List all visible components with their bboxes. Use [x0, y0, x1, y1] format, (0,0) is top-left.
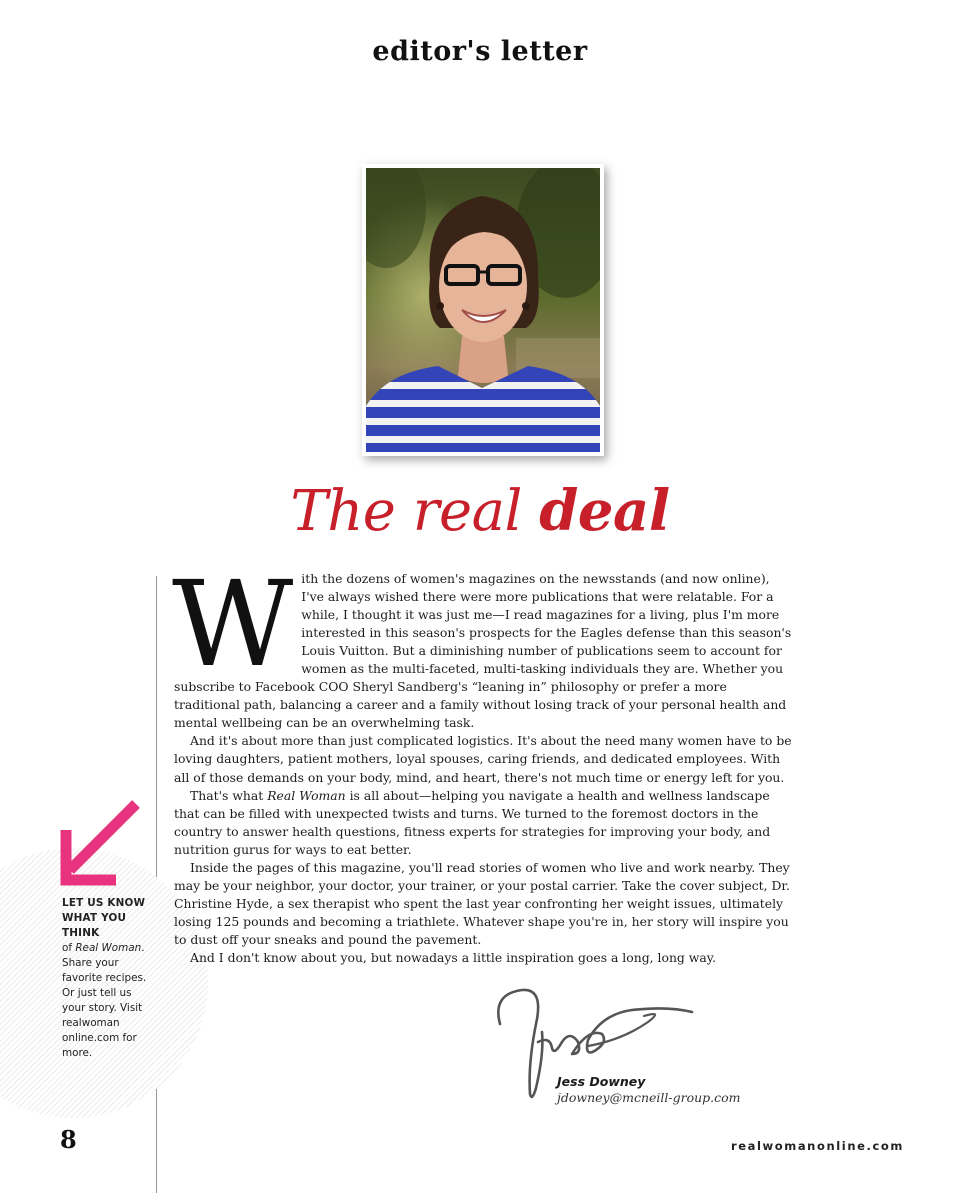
page-number: 8	[60, 1125, 77, 1154]
headline	[0, 478, 960, 544]
editor-photo-frame	[362, 164, 604, 456]
sidebar-text-italic: Real Woman	[75, 942, 142, 954]
headline-part1: The real	[290, 479, 540, 544]
drop-cap: W	[172, 555, 294, 693]
article-paragraph-4: Inside the pages of this magazine, you'll read stories of women who live and work nearby. They may be your neighbor, your doctor, your trainer, or your postal carrier. Take the cover subject, Dr. Christine Hyde, a sex therapist who spent the last year confronting her weight issues, ultimately losing 125 pounds and becoming a triathlete. Whatever shape you're in, her story will inspire you to dust off your sneaks and pound the pavement.	[174, 859, 790, 947]
signer-name: Jess Downey	[557, 1074, 646, 1089]
section-title: editor's letter	[372, 36, 588, 67]
arrow-down-left-icon	[58, 800, 142, 890]
article-paragraph-3-italic: Real Woman	[267, 787, 346, 803]
sidebar-text-before: of	[62, 942, 76, 954]
article-paragraph-1-text: ith the dozens of women's magazines on the newsstands (and now online), I've always wished there were more publications that were relatable. For a while, I thought it was just me—I read magazines for a living, plus I'm more interested in this season's prospects for the Eagles defense than this season's Louis Vuitton. But a diminishing number of publications seem to account for women as the multi-faceted, multi-tasking individuals they are. Whether you subscribe to Facebook COO Sheryl Sandberg's “leaning in” philosophy or prefer a more traditional path, balancing a career and a family without losing track of your personal health and mental wellbeing can be an overwhelming task.	[174, 571, 792, 731]
article-paragraph-5: And I don't know about you, but nowadays a little inspiration goes a long, long way.	[190, 949, 717, 965]
article-paragraph-3	[174, 787, 792, 859]
article-paragraph-3-a: That's what	[190, 787, 268, 803]
article-paragraph-1	[172, 555, 792, 732]
sidebar-heading: LET US KNOW WHAT YOU THINK	[62, 897, 146, 939]
sidebar-text-after: . Share your favorite recipes. Or just tell us your story. Visit realwoman online.com for more.	[62, 942, 147, 1059]
article-body	[172, 555, 792, 967]
article-paragraph-3-b: is all about—helping you navigate a health and wellness landscape that can be filled with unexpected twists and turns. We turned to the foremost doctors in the country to answer health questions, fitness experts for strategies for improving your body, and nutrition gurus for ways to eat better.	[174, 787, 771, 857]
article-paragraph-2: And it's about more than just complicated logistics. It's about the need many women have to be loving daughters, patient mothers, loyal spouses, caring friends, and dedicated employees. With all of those demands on your body, mind, and heart, there's not much time or energy left for you.	[174, 733, 792, 785]
site-url[interactable]: realwomanonline.com	[730, 1139, 904, 1153]
signer-email[interactable]: jdowney@mcneill-group.com	[557, 1090, 741, 1105]
editor-photo	[366, 168, 600, 452]
sidebar-callout	[62, 896, 148, 1061]
headline-part2: deal	[539, 478, 670, 544]
